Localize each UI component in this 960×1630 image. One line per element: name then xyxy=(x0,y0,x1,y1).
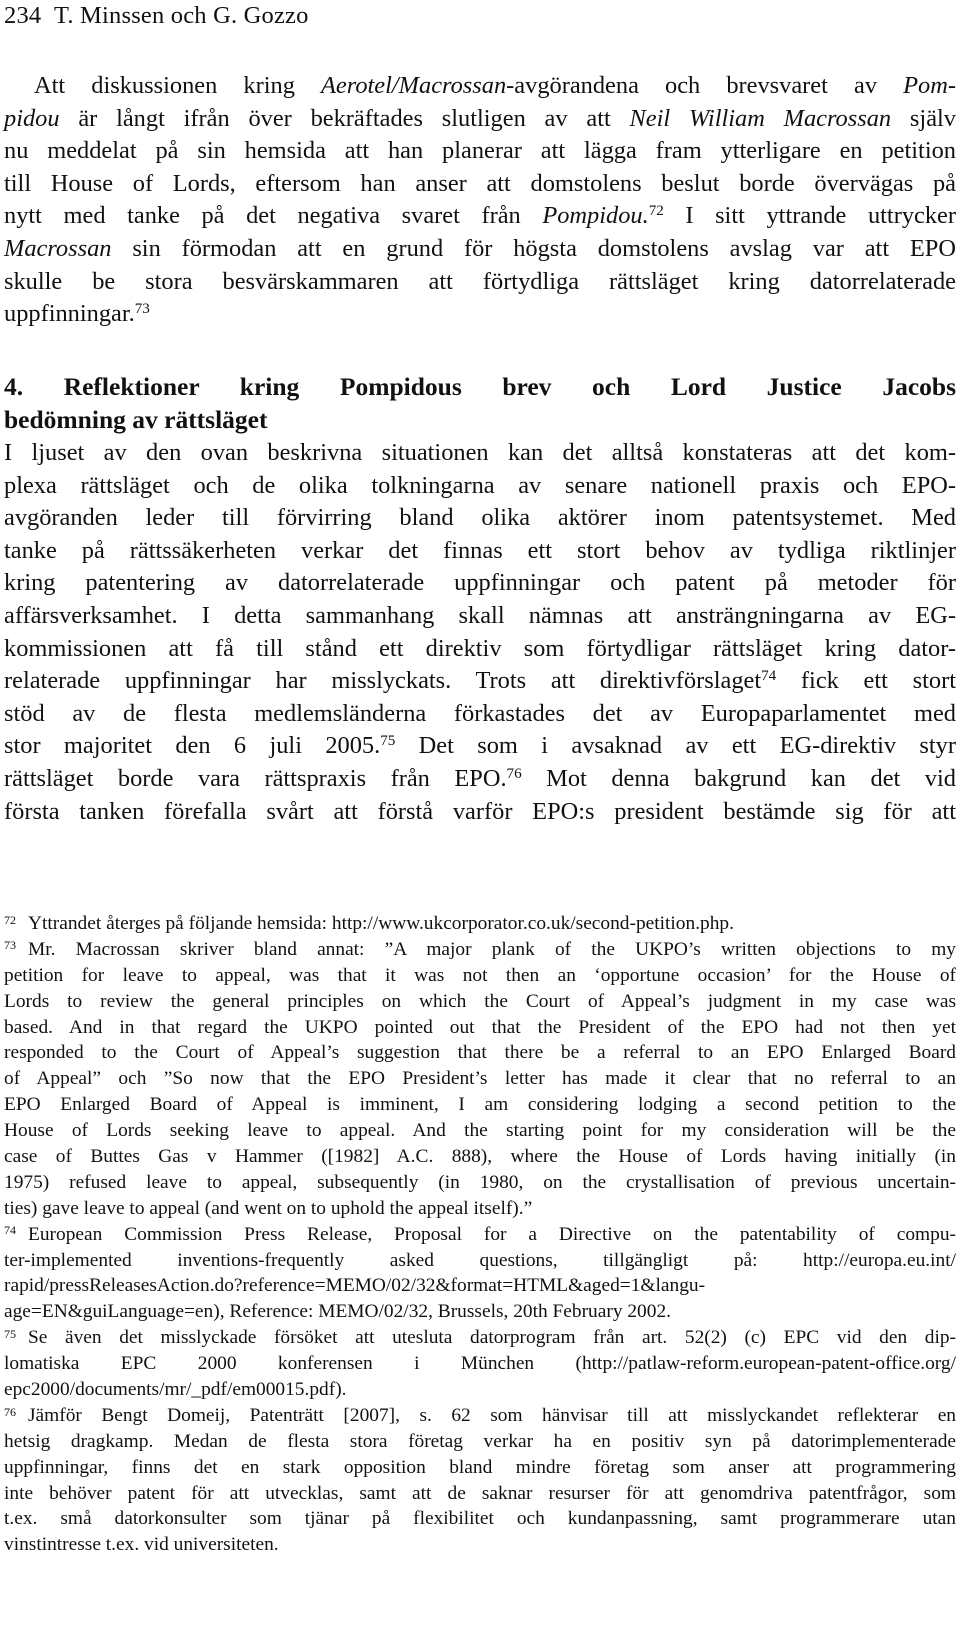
text-line: relaterade uppfinningar har misslyckats. Trots att direktivförslaget$^{74}$ fick ett stort xyxy=(4,667,956,695)
page-number: 234 xyxy=(4,2,42,29)
footnote-line: based. And in that regard the UKPO pointed out that the President of the EPO had not then yet xyxy=(4,1016,956,1038)
footnote-line: Lords to review the general principles on which the Court of Appeal’s judgment in my case was xyxy=(4,990,956,1012)
footnote-line: responded to the Court of Appeal’s suggestion that there be a referral to an EPO Enlarged Board xyxy=(4,1042,956,1064)
text-line: affärsverksamhet. I detta sammanhang skall nämnas att ansträngningarna av EG- xyxy=(4,601,956,629)
section-heading-line: bedömning av rättsläget xyxy=(4,404,268,434)
text-line: Macrossan sin förmodan att en grund för högsta domstolens avslag var att EPO xyxy=(4,234,956,262)
text-line: stor majoritet den 6 juli 2005.75 Det som i avsaknad av ett EG-direktiv styr xyxy=(4,732,956,760)
text-line: Att diskussionen kring Aerotel/Macrossan-avgörandena och brevsvaret av Pom- xyxy=(34,72,956,99)
footnote-line: case of Buttes Gas v Hammer ([1982] A.C. 888), where the House of Lords having initially (in xyxy=(4,1146,956,1168)
footnote-number: 75 xyxy=(4,1326,17,1341)
footnote-line: petition for leave to appeal, was that it was not then an ‘opportune occasion’ for the House of xyxy=(4,964,956,986)
paragraph-reflections xyxy=(4,437,956,828)
footnote-74: $^{74}$ European Commission Press Release, Proposal for a Directive on the patentability of compu- xyxy=(4,1223,956,1245)
footnote-line: 1975) refused leave to appeal, subsequently (in 1980, on the crystallisation of previous uncertain- xyxy=(4,1171,956,1193)
footnote-76: $^{76}$ Jämför Bengt Domeij, Patenträtt [2007], s. 62 som hänvisar till att misslyckandet reflekterar en xyxy=(4,1404,956,1426)
footnote-line: vinstintresse t.ex. vid universiteten. xyxy=(4,1534,279,1556)
footnote-line: rapid/pressReleasesAction.do?reference=MEMO/02/32&format=HTML&aged=1&langu- xyxy=(4,1275,706,1297)
running-header-authors: T. Minssen och G. Gozzo xyxy=(54,2,309,29)
footnote-number: 73 xyxy=(4,938,17,953)
footnote-ref-74: 74 xyxy=(761,667,777,684)
footnote-line: epc2000/documents/mr/_pdf/em00015.pdf). xyxy=(4,1379,347,1401)
footnote-line: hetsig dragkamp. Medan de flesta stora företag verkar ha en positiv syn på datorimplementerade xyxy=(4,1430,956,1452)
section-heading-line: 4. Reflektioner kring Pompidous brev och Lord Justice Jacobs xyxy=(4,372,956,401)
text-line: kring patentering av datorrelaterade uppfinningar och patent på metoder för xyxy=(4,569,956,597)
footnote-line: inte behöver patent för att utvecklas, samt att de saknar resurser för att genomdriva patentfrågor, som xyxy=(4,1482,956,1504)
text-line: kommissionen att få till stånd ett direktiv som förtydligar rättsläget kring dator- xyxy=(4,634,956,662)
footnote-line: EPO Enlarged Board of Appeal is imminent, I am considering lodging a second petition to the xyxy=(4,1094,956,1116)
text-line: nytt med tanke på det negativa svaret från Pompidou.$^{72}$ I sitt yttrande uttrycker xyxy=(4,202,956,230)
text-line: I ljuset av den ovan beskrivna situationen kan det alltså konstateras att det kom- xyxy=(4,439,956,466)
footnote-75: $^{75}$ Se även det misslyckade försöket att utesluta datorprogram från art. 52(2) (c) EPC vid den dip- xyxy=(4,1326,956,1349)
footnote-line: age=EN&guiLanguage=en), Reference: MEMO/02/32, Brussels, 20th February 2002. xyxy=(4,1301,671,1323)
footnote-ref-72: 72 xyxy=(648,203,664,220)
footnotes xyxy=(4,911,956,1558)
footnote-ref-76: 76 xyxy=(506,765,522,782)
footnote-line: lomatiska EPC 2000 konferensen i München (http://patlaw-reform.european-patent-office.org/ xyxy=(4,1353,956,1375)
footnote-number: 74 xyxy=(4,1223,17,1238)
text-line: uppfinningar.$^{73}$ xyxy=(4,300,150,328)
section-heading xyxy=(4,371,956,436)
text-line: pidou är långt ifrån över bekräftades slutligen av att Neil William Macrossan själv xyxy=(4,104,956,132)
text-line: till House of Lords, eftersom han anser att domstolens beslut borde övervägas på xyxy=(4,169,956,197)
text-line: tanke på rättssäkerheten verkar det finnas ett stort behov av tydliga riktlinjer xyxy=(4,536,956,564)
text-line: rättsläget borde vara rättspraxis från EPO.$^{76}$ Mot denna bakgrund kan det vid xyxy=(4,764,956,792)
footnote-73: $^{73}$ Mr. Macrossan skriver bland annat: ”A major plank of the UKPO’s written objections to my xyxy=(4,938,956,960)
footnote-72: $^{72}$ Yttrandet återges på följande hemsida: http://www.ukcorporator.co.uk/second-petition.php. xyxy=(4,912,734,934)
footnote-line: ter-implemented inventions-frequently asked questions, tillgängligt på: http://europa.eu.int/ xyxy=(4,1249,956,1271)
paragraph-intro xyxy=(4,70,956,331)
footnote-number: 72 xyxy=(4,912,17,927)
running-header xyxy=(4,2,309,30)
footnote-line: uppfinningar, finns det en stark opposition bland mindre företag som anser att programmering xyxy=(4,1456,956,1478)
footnote-line: of Appeal” och ”So now that the EPO President’s letter has made it clear that no referral to an xyxy=(4,1068,956,1090)
text-line: avgöranden leder till förvirring bland olika aktörer inom patentsystemet. Med xyxy=(4,504,956,532)
footnote-ref-73: 73 xyxy=(134,300,150,317)
footnote-line: House of Lords seeking leave to appeal. And the starting point for my consideration will be the xyxy=(4,1120,956,1142)
text-line: första tanken förefalla svårt att förstå varför EPO:s president bestämde sig för att xyxy=(4,797,956,825)
footnote-line: ties) gave leave to appeal (and went on to uphold the appeal itself).” xyxy=(4,1197,533,1219)
text-line: stöd av de flesta medlemsländerna förkastades det av Europaparlamentet med xyxy=(4,699,956,727)
text-line: plexa rättsläget och de olika tolkningarna av senare nationell praxis och EPO- xyxy=(4,471,956,499)
footnote-number: 76 xyxy=(4,1404,17,1419)
text-line: skulle be stora besvärskammaren att förtydliga rättsläget kring datorrelaterade xyxy=(4,267,956,295)
footnote-ref-75: 75 xyxy=(380,733,396,750)
footnote-line: t.ex. små datorkonsulter som tjänar på flexibilitet och kundanpassning, samt programmerare utan xyxy=(4,1508,956,1530)
text-line: nu meddelat på sin hemsida att han planerar att lägga fram ytterligare en petition xyxy=(4,137,956,165)
